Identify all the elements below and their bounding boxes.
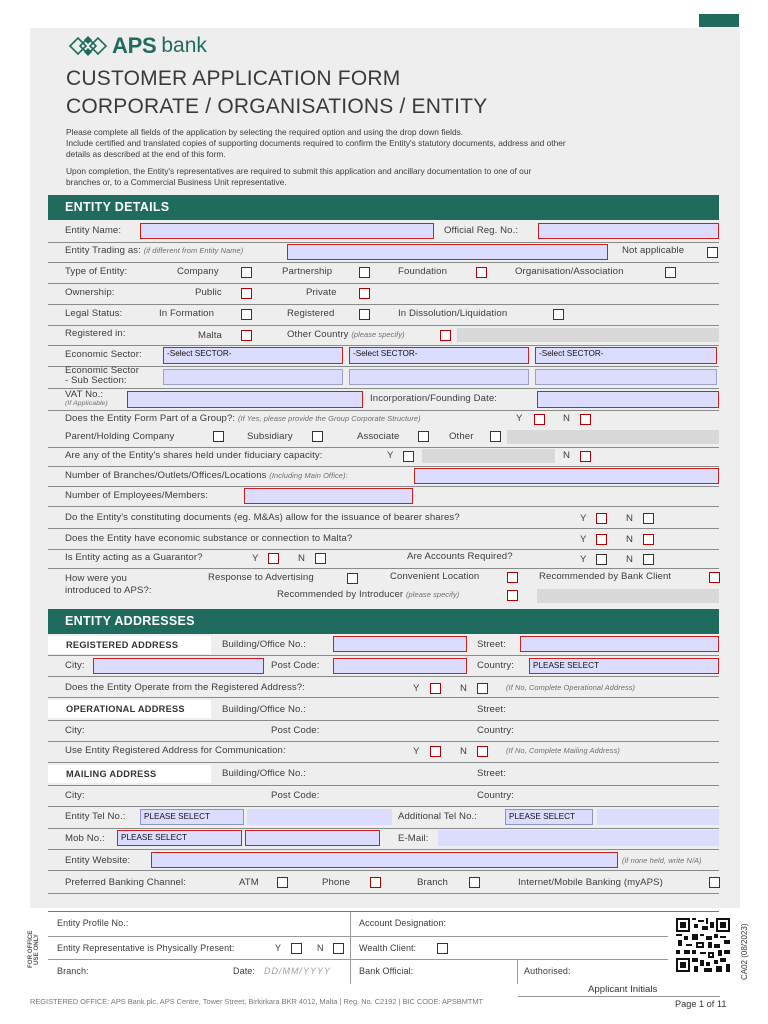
row-divider — [48, 741, 719, 742]
how-line: introduced to APS?: — [65, 585, 152, 596]
use-reg-question: Use Entity Registered Address for Communication: — [65, 745, 286, 756]
op-city-label: City: — [65, 725, 85, 736]
channel-internet-label: Internet/Mobile Banking (myAPS) — [518, 877, 663, 888]
own-public-checkbox[interactable] — [241, 288, 252, 299]
group-yes-checkbox[interactable] — [534, 414, 545, 425]
row-divider — [48, 785, 719, 786]
not-applicable-label: Not applicable — [622, 245, 685, 256]
op-country-label: Country: — [477, 725, 515, 736]
ls-formation-checkbox[interactable] — [241, 309, 252, 320]
row-divider — [48, 697, 719, 698]
channel-branch-label: Branch — [417, 877, 448, 888]
use-reg-no-checkbox[interactable] — [477, 746, 488, 757]
account-designation-label: Account Designation: — [359, 918, 447, 928]
how-advert-label: Response to Advertising — [208, 572, 314, 583]
operate-question: Does the Entity Operate from the Registered Address?: — [65, 682, 305, 693]
registered-address-heading: REGISTERED ADDRESS — [48, 636, 211, 654]
date-input[interactable]: DD/MM/YYYY — [264, 966, 332, 976]
email-input[interactable] — [438, 830, 719, 846]
intro-line: details as described at the end of this form. — [66, 149, 226, 159]
operate-yes-checkbox[interactable] — [430, 683, 441, 694]
incorporation-label: Incorporation/Founding Date: — [370, 393, 498, 404]
sector-select-1[interactable]: -Select SECTOR- — [163, 347, 343, 364]
tel-input[interactable] — [247, 809, 392, 825]
how-introducer-hint: (please specify) — [405, 590, 460, 599]
own-private-checkbox[interactable] — [359, 288, 370, 299]
row-divider — [48, 676, 719, 677]
row-divider — [48, 447, 719, 448]
reg-country-label: Country: — [477, 660, 515, 671]
brand-name: APS — [112, 33, 157, 58]
sub-sector-input-3[interactable] — [535, 369, 717, 385]
use-reg-yes-checkbox[interactable] — [430, 746, 441, 757]
reg-city-label: City: — [65, 660, 85, 671]
office-use-label: FOR OFFICE USE ONLY — [27, 930, 40, 968]
form-subtitle: CORPORATE / ORGANISATIONS / ENTITY — [66, 95, 488, 118]
channel-branch-checkbox[interactable] — [469, 877, 480, 888]
accounts-yes-label: Y — [580, 554, 587, 565]
intro-line: branches or, to a Commercial Business Unit representative. — [66, 177, 287, 187]
use-reg-no-label: N — [460, 746, 468, 757]
own-private-label: Private — [306, 287, 337, 298]
reg-malta-label: Malta — [198, 330, 222, 341]
intro-line: Please complete all fields of the application by selecting the required option and using the drop down fields. — [66, 127, 464, 137]
row-divider — [48, 388, 719, 389]
type-org-label: Organisation/Association — [515, 266, 624, 277]
row-divider — [48, 655, 719, 656]
guarantor-no-label: N — [298, 553, 306, 564]
sub-sector-input-1[interactable] — [163, 369, 343, 385]
employees-input[interactable] — [244, 488, 413, 504]
guarantor-yes-checkbox[interactable] — [268, 553, 279, 564]
type-company-label: Company — [177, 266, 219, 277]
row-divider — [48, 283, 719, 284]
group-text: Does the Entity Form Part of a Group?: — [65, 413, 236, 424]
bearer-yes-checkbox[interactable] — [596, 513, 607, 524]
rep-no-checkbox[interactable] — [333, 943, 344, 954]
entity-name-label: Entity Name: — [65, 225, 122, 236]
rep-no-label: N — [317, 943, 324, 953]
reg-street-input[interactable] — [520, 636, 719, 652]
subsidiary-checkbox[interactable] — [312, 431, 323, 442]
channel-internet-checkbox[interactable] — [709, 877, 720, 888]
bearer-question: Do the Entity's constituting documents (eg. M&As) allow for the issuance of bearer shares? — [65, 512, 460, 523]
intro-paragraph-2 — [66, 166, 706, 188]
branches-input[interactable] — [414, 468, 719, 484]
operate-yes-label: Y — [413, 683, 420, 694]
fiduciary-question: Are any of the Entity's shares held under fiduciary capacity: — [65, 450, 323, 461]
bank-official-label: Bank Official: — [359, 966, 414, 976]
sub-sector-label — [65, 366, 139, 386]
fiduciary-yes-checkbox[interactable] — [403, 451, 414, 462]
guarantor-yes-label: Y — [252, 553, 259, 564]
how-introducer-input[interactable] — [537, 589, 719, 603]
type-org-checkbox[interactable] — [665, 267, 676, 278]
profile-no-label: Entity Profile No.: — [57, 918, 129, 928]
accounts-question: Are Accounts Required? — [407, 551, 513, 562]
bearer-yes-label: Y — [580, 513, 587, 524]
how-introduced-label — [65, 573, 152, 597]
other-group-input[interactable] — [507, 430, 719, 444]
ls-formation-label: In Formation — [159, 308, 215, 319]
bearer-no-checkbox[interactable] — [643, 513, 654, 524]
row-divider — [48, 806, 719, 807]
reg-malta-checkbox[interactable] — [241, 330, 252, 341]
reg-building-label: Building/Office No.: — [222, 639, 306, 650]
authorised-label: Authorised: — [524, 966, 571, 976]
sector-select-2[interactable]: -Select SECTOR- — [349, 347, 529, 364]
row-divider — [48, 506, 719, 507]
type-foundation-label: Foundation — [398, 266, 448, 277]
reg-street-label: Street: — [477, 639, 506, 650]
fiduciary-details-input[interactable] — [422, 449, 555, 463]
row-divider — [48, 828, 719, 829]
fiduciary-no-checkbox[interactable] — [580, 451, 591, 462]
add-tel-input[interactable] — [597, 809, 719, 825]
website-label: Entity Website: — [65, 855, 131, 866]
official-reg-label: Official Reg. No.: — [444, 225, 519, 236]
official-reg-input[interactable] — [538, 223, 719, 239]
malta-yes-checkbox[interactable] — [596, 534, 607, 545]
fiduciary-yes-label: Y — [387, 450, 394, 461]
mob-input[interactable] — [245, 830, 380, 846]
vat-label — [65, 390, 108, 408]
how-client-checkbox[interactable] — [709, 572, 720, 583]
tel-label: Entity Tel No.: — [65, 811, 126, 822]
channel-phone-label: Phone — [322, 877, 351, 888]
op-street-label: Street: — [477, 704, 506, 715]
fiduciary-no-label: N — [563, 450, 571, 461]
email-label: E-Mail: — [398, 833, 429, 844]
row-divider — [48, 304, 719, 305]
accounts-yes-checkbox[interactable] — [596, 554, 607, 565]
legal-status-label: Legal Status: — [65, 308, 123, 319]
reg-other-label — [287, 329, 405, 340]
row-divider — [48, 528, 719, 529]
add-tel-label: Additional Tel No.: — [398, 811, 478, 822]
ls-dissolution-label: In Dissolution/Liquidation — [398, 308, 508, 319]
group-no-checkbox[interactable] — [580, 414, 591, 425]
employees-question: Number of Employees/Members: — [65, 490, 209, 501]
website-input[interactable] — [151, 852, 618, 868]
how-location-checkbox[interactable] — [507, 572, 518, 583]
reg-city-input[interactable] — [93, 658, 264, 674]
guarantor-question: Is Entity acting as a Guarantor? — [65, 552, 203, 563]
not-applicable-checkbox[interactable] — [707, 247, 718, 258]
reg-postcode-label: Post Code: — [271, 660, 320, 671]
how-advert-checkbox[interactable] — [347, 573, 358, 584]
subsidiary-label: Subsidiary — [247, 431, 293, 442]
row-divider — [48, 568, 719, 569]
reg-other-country-input[interactable] — [457, 328, 719, 342]
row-divider — [48, 849, 719, 850]
row-divider — [48, 870, 719, 871]
type-foundation-checkbox[interactable] — [476, 267, 487, 278]
sub-sector-line: - Sub Section: — [65, 375, 127, 386]
malta-no-label: N — [626, 534, 634, 545]
wealth-client-label: Wealth Client: — [359, 943, 417, 953]
op-postcode-label: Post Code: — [271, 725, 320, 736]
initials-divider — [518, 996, 720, 997]
brand-suffix: bank — [161, 34, 207, 57]
economic-sector-label: Economic Sector: — [65, 349, 142, 360]
row-divider — [48, 762, 719, 763]
mail-street-label: Street: — [477, 768, 506, 779]
ls-registered-checkbox[interactable] — [359, 309, 370, 320]
rep-yes-label: Y — [275, 943, 282, 953]
entity-name-input[interactable] — [140, 223, 434, 239]
mail-building-label: Building/Office No.: — [222, 768, 306, 779]
guarantor-no-checkbox[interactable] — [315, 553, 326, 564]
operate-no-checkbox[interactable] — [477, 683, 488, 694]
row-divider — [48, 366, 719, 367]
reg-other-hint: (please specify) — [351, 330, 405, 339]
use-reg-hint: (If No, Complete Mailing Address) — [506, 746, 620, 755]
entity-details-header: ENTITY DETAILS — [48, 195, 719, 220]
ls-registered-label: Registered — [287, 308, 335, 319]
ownership-label: Ownership: — [65, 287, 115, 298]
own-public-label: Public — [195, 287, 222, 298]
malta-no-checkbox[interactable] — [643, 534, 654, 545]
sub-sector-line: Economic Sector — [65, 365, 140, 376]
how-line: How were you — [65, 573, 127, 584]
website-hint: (if none held, write N/A) — [622, 856, 702, 865]
row-divider — [48, 466, 719, 467]
channel-phone-checkbox[interactable] — [370, 877, 381, 888]
vat-hint: (If Applicable) — [65, 400, 108, 407]
trading-as-hint: (if different from Entity Name) — [143, 246, 244, 255]
entity-addresses-header: ENTITY ADDRESSES — [48, 609, 719, 634]
trading-as-input[interactable] — [287, 244, 608, 260]
type-of-entity-label: Type of Entity: — [65, 266, 128, 277]
malta-question: Does the Entity have economic substance or connection to Malta? — [65, 533, 353, 544]
vat-text: VAT No.: — [65, 389, 104, 400]
parent-checkbox[interactable] — [213, 431, 224, 442]
rep-yes-checkbox[interactable] — [291, 943, 302, 954]
reg-postcode-input[interactable] — [333, 658, 467, 674]
branches-hint: (Including Main Office): — [269, 471, 348, 480]
office-divider — [517, 960, 518, 984]
row-divider — [48, 410, 719, 411]
channel-atm-checkbox[interactable] — [277, 877, 288, 888]
row-divider — [48, 325, 719, 326]
applicant-initials-label: Applicant Initials — [588, 984, 658, 995]
branches-question — [65, 470, 348, 481]
qr-code-icon — [676, 918, 730, 972]
mail-city-label: City: — [65, 790, 85, 801]
aps-emblem-icon — [66, 32, 110, 60]
tel-prefix-select[interactable]: PLEASE SELECT — [140, 809, 244, 825]
office-divider — [48, 959, 668, 960]
reg-country-select[interactable]: PLEASE SELECT — [529, 658, 719, 674]
row-divider — [48, 893, 719, 894]
date-label: Date: — [233, 966, 256, 976]
how-client-label: Recommended by Bank Client — [539, 571, 672, 582]
branches-text: Number of Branches/Outlets/Offices/Locations — [65, 470, 267, 481]
add-tel-prefix-select[interactable]: PLEASE SELECT — [505, 809, 593, 825]
office-divider — [48, 936, 668, 937]
how-introducer-label — [277, 589, 459, 600]
use-reg-yes-label: Y — [413, 746, 420, 757]
operate-no-label: N — [460, 683, 468, 694]
other-label: Other — [449, 431, 474, 442]
intro-line: Include certified and translated copies of supporting documents required to confirm the Entity's statutory documents, address and other — [66, 138, 566, 148]
how-introducer-text: Recommended by Introducer — [277, 589, 404, 600]
row-divider — [48, 549, 719, 550]
group-question — [65, 413, 421, 424]
incorporation-input[interactable] — [537, 391, 719, 408]
wealth-client-checkbox[interactable] — [437, 943, 448, 954]
reg-building-input[interactable] — [333, 636, 467, 652]
type-partnership-label: Partnership — [282, 266, 333, 277]
registered-office-footer: REGISTERED OFFICE: APS Bank plc, APS Centre, Tower Street, Birkirkara BKR 4012, Malta | Reg. No. C2192 | BIC CODE: APSBMTMT — [30, 997, 484, 1006]
trading-as-text: Entity Trading as: — [65, 245, 141, 256]
associate-checkbox[interactable] — [418, 431, 429, 442]
form-title: CUSTOMER APPLICATION FORM — [66, 67, 401, 90]
mob-prefix-select[interactable]: PLEASE SELECT — [117, 830, 242, 846]
mail-country-label: Country: — [477, 790, 515, 801]
corner-tab — [699, 14, 739, 27]
group-no-label: N — [563, 413, 571, 424]
accounts-no-checkbox[interactable] — [643, 554, 654, 565]
malta-yes-label: Y — [580, 534, 587, 545]
reg-other-text: Other Country — [287, 329, 349, 340]
bearer-no-label: N — [626, 513, 634, 524]
row-divider — [48, 486, 719, 487]
intro-paragraph-1 — [66, 127, 706, 160]
row-divider — [48, 262, 719, 263]
associate-label: Associate — [357, 431, 400, 442]
parent-label: Parent/Holding Company — [65, 431, 175, 442]
branch-label: Branch: — [57, 966, 89, 976]
how-introducer-checkbox[interactable] — [507, 590, 518, 601]
operate-hint: (If No, Complete Operational Address) — [506, 683, 636, 692]
sector-select-3[interactable]: -Select SECTOR- — [535, 347, 717, 364]
trading-as-label — [65, 245, 243, 256]
row-divider — [48, 345, 719, 346]
mail-postcode-label: Post Code: — [271, 790, 320, 801]
mob-label: Mob No.: — [65, 833, 105, 844]
accounts-no-label: N — [626, 554, 634, 565]
office-divider — [350, 912, 351, 984]
aps-bank-logo — [66, 30, 207, 62]
channel-label: Preferred Banking Channel: — [65, 877, 186, 888]
registered-in-label: Registered in: — [65, 328, 126, 339]
channel-atm-label: ATM — [239, 877, 259, 888]
reg-other-checkbox[interactable] — [440, 330, 451, 341]
other-checkbox[interactable] — [490, 431, 501, 442]
mailing-address-heading: MAILING ADDRESS — [48, 765, 211, 783]
group-hint: (If Yes, please provide the Group Corporate Structure) — [237, 414, 421, 423]
type-partnership-checkbox[interactable] — [359, 267, 370, 278]
row-divider — [48, 720, 719, 721]
vat-input[interactable] — [127, 391, 363, 408]
ls-dissolution-checkbox[interactable] — [553, 309, 564, 320]
rep-present-label: Entity Representative is Physically Present: — [57, 943, 235, 953]
type-company-checkbox[interactable] — [241, 267, 252, 278]
row-divider — [48, 242, 719, 243]
op-building-label: Building/Office No.: — [222, 704, 306, 715]
group-yes-label: Y — [516, 413, 523, 424]
page-number: Page 1 of 11 — [675, 999, 727, 1009]
intro-line: Upon completion, the Entity's representatives are required to submit this application and ancillary documentation to one of our — [66, 166, 532, 176]
sub-sector-input-2[interactable] — [349, 369, 529, 385]
how-location-label: Convenient Location — [390, 571, 480, 582]
form-code: CA02 (08/2023) — [740, 923, 749, 981]
operational-address-heading: OPERATIONAL ADDRESS — [48, 700, 211, 718]
